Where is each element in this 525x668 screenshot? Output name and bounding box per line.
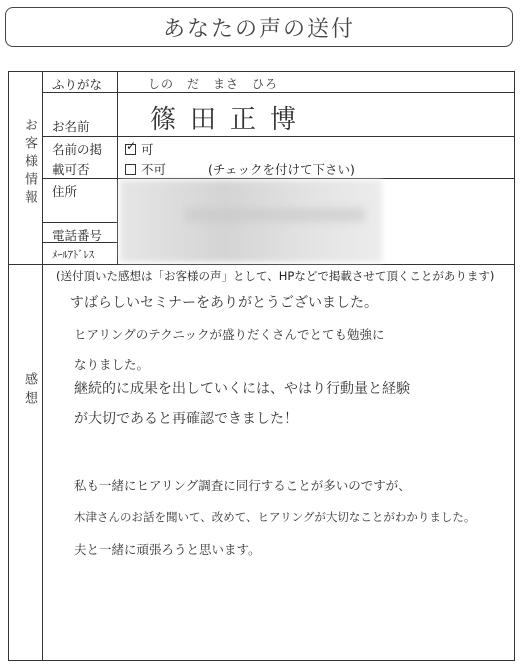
label-divider <box>117 71 118 264</box>
section-impression-label <box>18 372 37 418</box>
publish-deny-option[interactable] <box>125 160 166 178</box>
phone-label: 電話番号 <box>52 228 103 243</box>
name-label: お名前 <box>52 119 90 134</box>
address-label: 住所 <box>52 184 78 199</box>
publish-deny-text: 不可 <box>141 162 167 177</box>
comment-line: 木津さんのお話を聞いて、改めて、ヒアリングが大切なことがわかりました。 <box>74 510 476 524</box>
furigana-label: ふりがな <box>52 77 103 92</box>
row-line-publish <box>42 178 515 179</box>
publication-note: (送付頂いた感想は「お客様の声」として、HPなどで掲載させて頂くことがあります) <box>56 269 495 283</box>
section-impression-text: 感想 <box>22 372 37 410</box>
name-value: 篠田正博 <box>150 105 311 135</box>
furigana-value: しの だ まさ ひろ <box>148 77 279 91</box>
row-line-address <box>42 222 117 223</box>
comment-line: なりました。 <box>74 357 150 372</box>
title-box <box>5 7 513 47</box>
publish-allow-checkbox[interactable]: ✓ <box>126 139 137 153</box>
section-customer-label <box>18 118 37 216</box>
publish-deny-checkbox[interactable] <box>125 164 136 175</box>
email-label: ﾒｰﾙｱﾄﾞﾚｽ <box>52 249 94 261</box>
comment-line: すばらしいセミナーをありがとうございました。 <box>70 295 378 311</box>
section-customer-text: お客様情報 <box>22 118 37 208</box>
comment-line: 夫と一緒に頑張ろうと思います。 <box>74 542 261 557</box>
comment-line: が大切であると再確認できました！ <box>74 411 298 427</box>
redacted-contact-detail <box>185 208 365 222</box>
comment-line: ヒアリングのテクニックが盛りだくさんでとても勉強に <box>74 327 385 342</box>
row-line-furigana <box>42 92 515 93</box>
publish-label-line1: 名前の掲 <box>52 142 103 157</box>
row-line-name <box>42 136 515 137</box>
publish-label-line2: 載可否 <box>52 162 90 177</box>
publish-allow-option[interactable] <box>125 140 154 158</box>
comment-line: 継続的に成果を出していくには、やはり行動量と経験 <box>74 381 410 397</box>
form-title: あなたの声の送付 <box>162 16 355 42</box>
section-line <box>8 264 515 265</box>
section-divider <box>42 71 43 661</box>
publish-instruction: (チェックを付けて下さい) <box>208 162 355 177</box>
comment-line: 私も一緒にヒアリング調査に同行することが多いのですが、 <box>74 478 411 493</box>
publish-allow-text: 可 <box>141 142 154 157</box>
